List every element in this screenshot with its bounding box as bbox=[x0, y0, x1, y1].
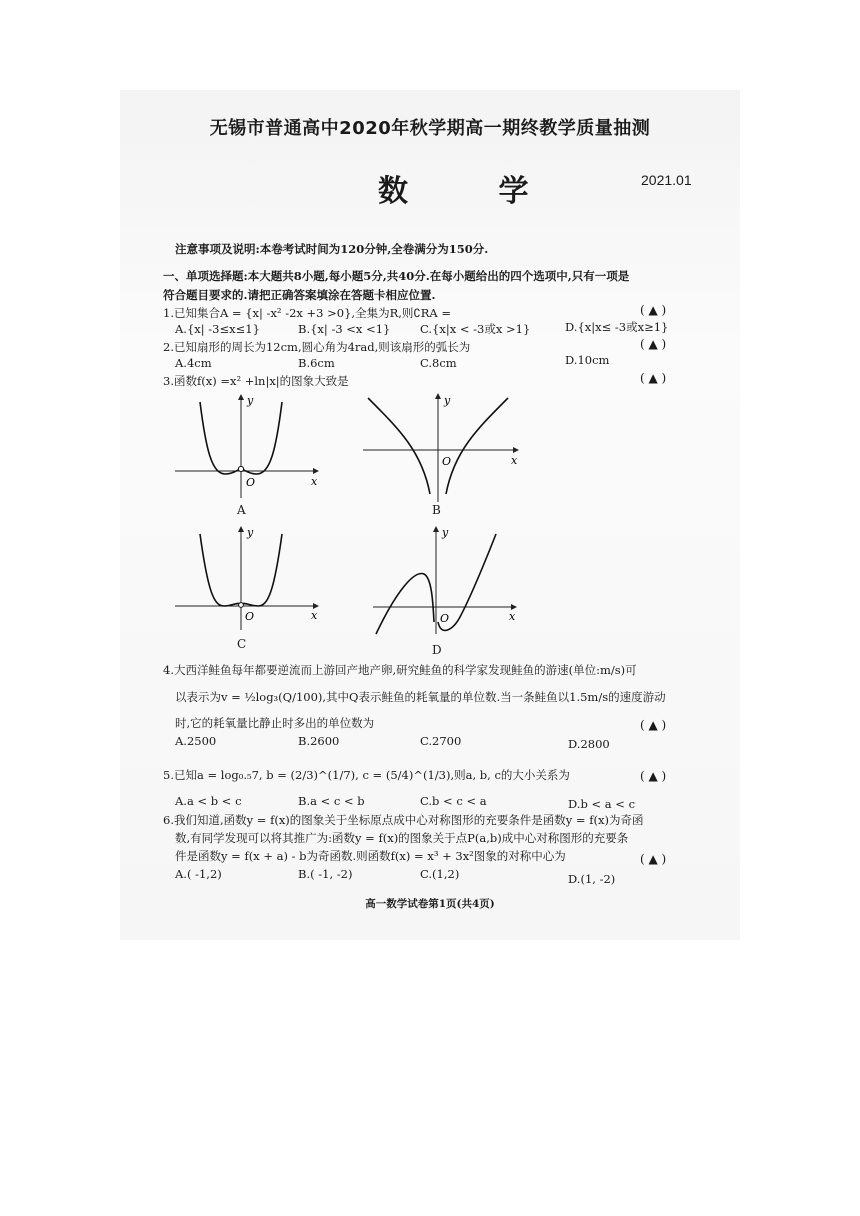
q5-stem: 5.已知a = log₀.₅7, b = (2/3)^(1/7), c = (5/4)^(1/3),则a, b, c的大小关系为 bbox=[163, 768, 570, 782]
q3-answer-mark: ( ▲ ) bbox=[640, 371, 667, 385]
graph-b-y-label: y bbox=[444, 394, 451, 407]
page-footer: 高一数学试卷第1页(共4页) bbox=[365, 898, 495, 910]
q5-answer-mark: ( ▲ ) bbox=[640, 769, 667, 783]
q1-stem: 1.已知集合A = {x| -x² -2x +3 >0},全集为R,则∁RA = bbox=[163, 306, 451, 320]
exam-notice: 注意事项及说明:本卷考试时间为120分钟,全卷满分为150分. bbox=[175, 242, 489, 256]
q4-option-a: A.2500 bbox=[175, 734, 217, 748]
q4-answer-mark: ( ▲ ) bbox=[640, 718, 667, 732]
graph-d-label: D bbox=[432, 643, 442, 657]
graph-b-origin-label: O bbox=[442, 455, 452, 468]
section-heading-line2: 符合题目要求的.请把正确答案填涂在答题卡相应位置. bbox=[163, 288, 436, 302]
q1-option-d: D.{x|x≤ -3或x≥1} bbox=[565, 320, 669, 334]
q2-answer-mark: ( ▲ ) bbox=[640, 337, 667, 351]
q1-option-b: B.{x| -3 <x <1} bbox=[298, 322, 391, 336]
q1-option-a: A.{x| -3≤x≤1} bbox=[175, 322, 260, 336]
q5-option-a: A.a < b < c bbox=[175, 794, 242, 808]
q3-stem: 3.函数f(x) =x² +ln|x|的图象大致是 bbox=[163, 374, 349, 388]
q6-option-a: A.( -1,2) bbox=[175, 867, 222, 881]
q2-option-d: D.10cm bbox=[565, 353, 610, 367]
graph-d-y-label: y bbox=[442, 526, 449, 539]
graph-b-curve-left bbox=[368, 398, 430, 494]
graph-c-label: C bbox=[237, 637, 247, 651]
graph-a-x-label: x bbox=[311, 475, 318, 488]
q6-answer-mark: ( ▲ ) bbox=[640, 852, 667, 866]
page-title: 无锡市普通高中2020年秋学期高一期终教学质量抽测 bbox=[209, 118, 651, 139]
graph-a-label: A bbox=[237, 503, 246, 517]
q5-option-d: D.b < a < c bbox=[568, 797, 636, 811]
graph-c-y-label: y bbox=[247, 526, 254, 539]
q6-line3: 件是函数y = f(x + a) - b为奇函数.则函数f(x) = x³ + 3x²图象的对称中心为 bbox=[175, 849, 566, 863]
q6-option-c: C.(1,2) bbox=[420, 867, 460, 881]
q6-line2: 数,有同学发现可以将其推广为:函数y = f(x)的图象关于点P(a,b)成中心对称图形的充要条 bbox=[175, 831, 629, 845]
q2-option-b: B.6cm bbox=[298, 356, 335, 370]
graph-d-curve-left bbox=[376, 574, 434, 634]
q5-option-b: B.a < c < b bbox=[298, 794, 365, 808]
graph-c bbox=[170, 522, 330, 632]
q6-option-d: D.(1, -2) bbox=[568, 872, 616, 886]
q2-stem: 2.已知扇形的周长为12cm,圆心角为4rad,则该扇形的弧长为 bbox=[163, 340, 471, 354]
graph-a-origin-label: O bbox=[246, 476, 256, 489]
q2-option-c: C.8cm bbox=[420, 356, 457, 370]
graph-c-x-label: x bbox=[311, 609, 318, 622]
q5-option-c: C.b < c < a bbox=[420, 794, 487, 808]
graph-c-origin-label: O bbox=[245, 610, 255, 623]
graph-b bbox=[360, 390, 525, 505]
q2-option-a: A.4cm bbox=[175, 356, 212, 370]
graph-a-hole bbox=[238, 466, 243, 471]
subject-title: 数 学 bbox=[378, 174, 569, 209]
q4-line1: 4.大西洋鲑鱼每年都要逆流而上游回产地产卵,研究鲑鱼的科学家发现鲑鱼的游速(单位:m/s)可 bbox=[163, 663, 637, 677]
q1-option-c: C.{x|x < -3或x >1} bbox=[420, 322, 531, 336]
graph-c-hole bbox=[239, 603, 244, 608]
graph-d-x-label: x bbox=[509, 610, 516, 623]
q4-option-d: D.2800 bbox=[568, 737, 610, 751]
section-heading-line1: 一、单项选择题:本大题共8小题,每小题5分,共40分.在每小题给出的四个选项中,只有一项是 bbox=[163, 269, 630, 283]
q6-line1: 6.我们知道,函数y = f(x)的图象关于坐标原点成中心对称图形的充要条件是函数y = f(x)为奇函 bbox=[163, 813, 644, 827]
graph-a bbox=[170, 390, 330, 500]
q6-option-b: B.( -1, -2) bbox=[298, 867, 353, 881]
graph-b-label: B bbox=[432, 503, 441, 517]
q4-option-c: C.2700 bbox=[420, 734, 462, 748]
exam-date: 2021.01 bbox=[641, 172, 692, 188]
graph-b-curve-right bbox=[446, 398, 508, 494]
graph-d-origin-label: O bbox=[440, 612, 450, 625]
q4-line2: 以表示为v = ½log₃(Q/100),其中Q表示鲑鱼的耗氧量的单位数.当一条鲑鱼以1.5m/s的速度游动 bbox=[175, 690, 666, 704]
graph-b-x-label: x bbox=[511, 454, 518, 467]
q1-answer-mark: ( ▲ ) bbox=[640, 303, 667, 317]
graph-d bbox=[368, 522, 523, 637]
graph-a-y-label: y bbox=[247, 394, 254, 407]
q4-option-b: B.2600 bbox=[298, 734, 340, 748]
q4-line3: 时,它的耗氧量比静止时多出的单位数为 bbox=[175, 716, 375, 730]
